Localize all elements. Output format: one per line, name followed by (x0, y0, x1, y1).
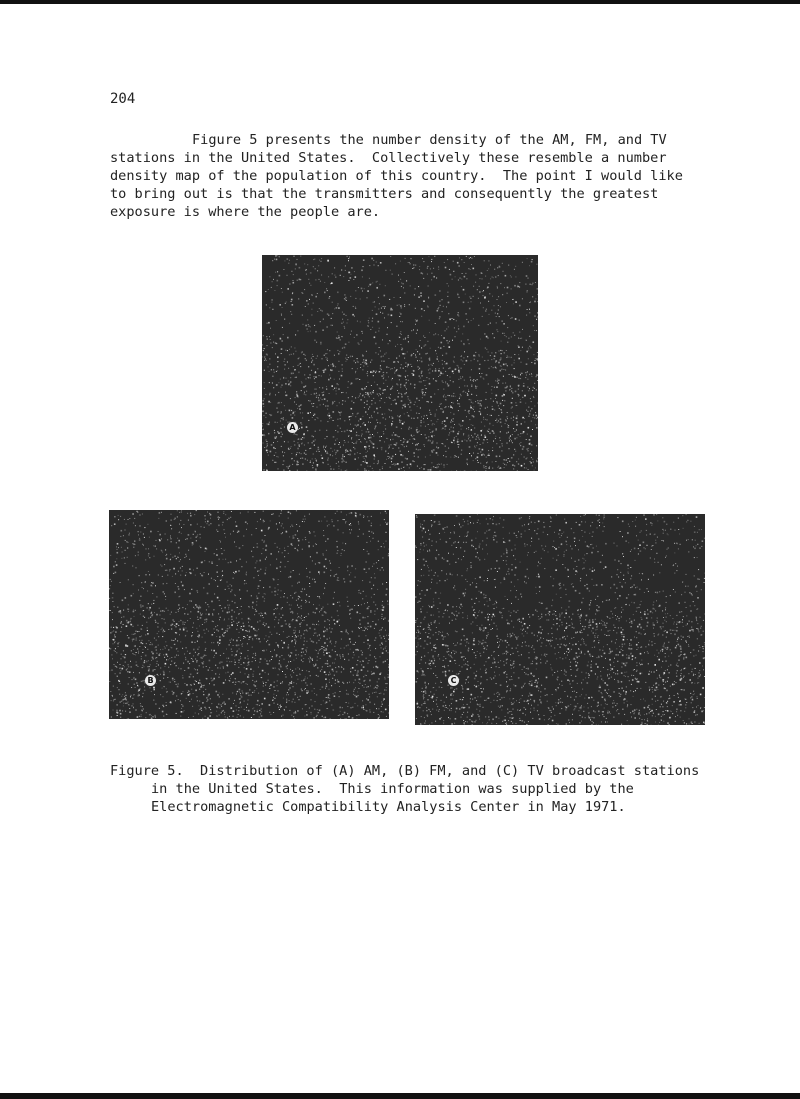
scan-border-bottom (0, 1093, 800, 1099)
caption-line: in the United States. This information was supplied by the (151, 781, 634, 797)
paragraph-line: stations in the United States. Collectively these resemble a number (110, 150, 667, 166)
body-paragraph (110, 131, 710, 221)
panel-label-a: A (287, 422, 298, 433)
panel-label-b: B (145, 675, 156, 686)
paragraph-line: to bring out is that the transmitters and consequently the greatest (110, 186, 659, 202)
paragraph-line: density map of the population of this country. The point I would like (110, 168, 683, 184)
page-number: 204 (110, 91, 136, 107)
figure-panel-a-photo (262, 255, 538, 471)
scan-border-top (0, 0, 800, 4)
panel-label-c: C (448, 675, 459, 686)
paragraph-line: Figure 5 presents the number density of the AM, FM, and TV (192, 132, 667, 148)
paragraph-line: exposure is where the people are. (110, 204, 381, 220)
figure-panel-b-photo (109, 510, 389, 719)
caption-line: Electromagnetic Compatibility Analysis Center in May 1971. (151, 799, 626, 815)
tv-density-map (415, 514, 705, 725)
figure-panel-c-photo (415, 514, 705, 725)
caption-line: Figure 5. Distribution of (A) AM, (B) FM, and (C) TV broadcast stations (110, 763, 700, 779)
figure-caption (110, 762, 730, 816)
am-density-map (262, 255, 538, 471)
fm-density-map (109, 510, 389, 719)
